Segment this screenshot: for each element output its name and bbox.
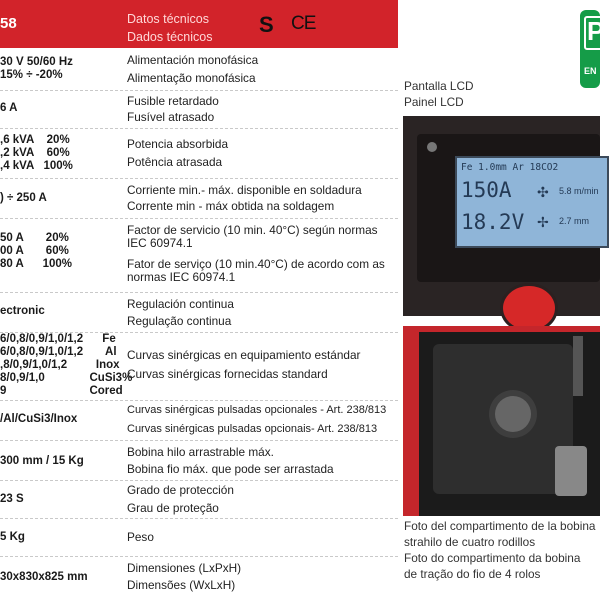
- spec-row: [0, 48, 398, 91]
- table-header-bar: [0, 0, 398, 48]
- lcd-caption: [404, 78, 474, 110]
- spec-row: [0, 400, 398, 441]
- brand-logo: [580, 10, 605, 88]
- photo-caption-pt-2: de tração do fio de 4 rolos: [404, 567, 541, 581]
- wire-feeder-photo: [403, 326, 600, 516]
- spec-label-es: Regulación continua: [127, 297, 234, 311]
- spec-row: [0, 332, 398, 401]
- lcd-photo: [403, 116, 600, 316]
- spec-label-es: Peso: [127, 530, 154, 544]
- spec-row: [0, 90, 398, 129]
- lcd-caption-pt: Painel LCD: [404, 95, 464, 109]
- spec-label-es: Corriente min.- máx. disponible en soldadura: [127, 183, 362, 197]
- spec-label-pt: Regulação continua: [127, 314, 232, 328]
- spec-label-pt: Corrente min - máx obtida na soldagem: [127, 199, 335, 213]
- spec-label-es: Bobina hilo arrastrable máx.: [127, 445, 274, 459]
- spec-value: 300 mm / 15 Kg: [0, 455, 84, 467]
- lcd-caption-es: Pantalla LCD: [404, 79, 474, 93]
- spec-label-es: Potencia absorbida: [127, 137, 228, 151]
- lcd-volts: 18.2V: [461, 210, 525, 234]
- spec-row: [0, 128, 398, 179]
- spec-label-es: Factor de servicio (10 min. 40°C) según normas IEC 60974.1: [127, 223, 378, 250]
- spec-row: [0, 556, 398, 600]
- spec-label-pt: Alimentação monofásica: [127, 71, 256, 85]
- brand-logo-text: EN: [584, 66, 597, 76]
- spec-value: 6/0,8/0,9/1,0/1,2 Fe 6/0,8/0,9/1,0/1,2 Al ,8/0,9/1,0/1,2 Inox 8/0,9/1,0 CuSi3% 9 Cored: [0, 333, 133, 397]
- spec-label-es: Curvas sinérgicas pulsadas opcionales - Art. 238/813: [127, 404, 387, 416]
- spec-value: 6 A: [0, 102, 18, 114]
- spec-value: /Al/CuSi3/Inox: [0, 413, 78, 425]
- lcd-thickness: 2.7 mm: [559, 216, 590, 226]
- photo-caption-es-1: Foto del compartimento de la bobina: [404, 519, 596, 533]
- spec-value: ectronic: [0, 305, 45, 317]
- spec-label-pt: Grau de proteção: [127, 501, 219, 515]
- spec-row: [0, 518, 398, 557]
- header-label-es: Datos técnicos: [127, 12, 209, 26]
- thickness-icon: ✢: [537, 214, 549, 230]
- spec-row: [0, 480, 398, 519]
- spec-label-pt: Potência atrasada: [127, 155, 223, 169]
- photo-caption-es-2: strahilo de cuatro rodillos: [404, 535, 536, 549]
- spec-label-pt: Curvas sinérgicas pulsadas opcionais- Art. 238/813: [127, 423, 378, 435]
- spec-label-es: Dimensiones (LxPxH): [127, 561, 242, 575]
- spec-value: 23 S: [0, 493, 24, 505]
- brand-logo-letter: P: [587, 16, 605, 46]
- lcd-speed: 5.8 m/min: [559, 186, 599, 196]
- lcd-top-line: Fe 1.0mm Ar 18CO2: [461, 162, 559, 173]
- spec-value: 5 Kg: [0, 531, 25, 543]
- spec-label-es: Alimentación monofásica: [127, 53, 259, 67]
- spec-value: 30 V 50/60 Hz 15% ÷ -20%: [0, 56, 73, 81]
- spec-label-pt: Dimensões (WxLxH): [127, 578, 236, 592]
- lcd-screen: [455, 156, 609, 248]
- spec-label-es: Grado de protección: [127, 483, 234, 497]
- spec-value: 50 A 20% 00 A 60% 80 A 100%: [0, 232, 73, 270]
- control-knob: [503, 286, 555, 330]
- spec-label-es: Curvas sinérgicas en equipamiento estándar: [127, 348, 361, 362]
- spec-row: [0, 178, 398, 219]
- spec-value: ) ÷ 250 A: [0, 192, 47, 204]
- spec-label-pt: Bobina fio máx. que pode ser arrastada: [127, 462, 334, 476]
- s-mark-icon: S: [259, 12, 274, 37]
- spec-row: [0, 292, 398, 333]
- photo-caption-pt-1: Foto do compartimento da bobina: [404, 551, 581, 565]
- spec-row: [0, 440, 398, 481]
- spool-hub-icon: [495, 396, 531, 432]
- spec-value: ,6 kVA 20% ,2 kVA 60% ,4 kVA 100%: [0, 134, 73, 172]
- spec-label-pt: Curvas sinérgicas fornecidas standard: [127, 367, 328, 381]
- spec-label-es: Fusible retardado: [127, 94, 219, 108]
- ce-mark-icon: CE: [291, 13, 316, 34]
- spec-label-pt: Fator de serviço (10 min.40°C) de acordo com as normas IEC 60974.1: [127, 257, 385, 284]
- spec-label-pt: Fusível atrasado: [127, 110, 215, 124]
- model-value: 58: [0, 15, 17, 32]
- spec-row: [0, 218, 398, 293]
- lcd-amps: 150A: [461, 178, 512, 202]
- wire-speed-icon: ✣: [537, 184, 549, 200]
- photo-caption: [404, 518, 596, 582]
- header-label-pt: Dados técnicos: [127, 30, 213, 44]
- spec-value: 30x830x825 mm: [0, 571, 88, 583]
